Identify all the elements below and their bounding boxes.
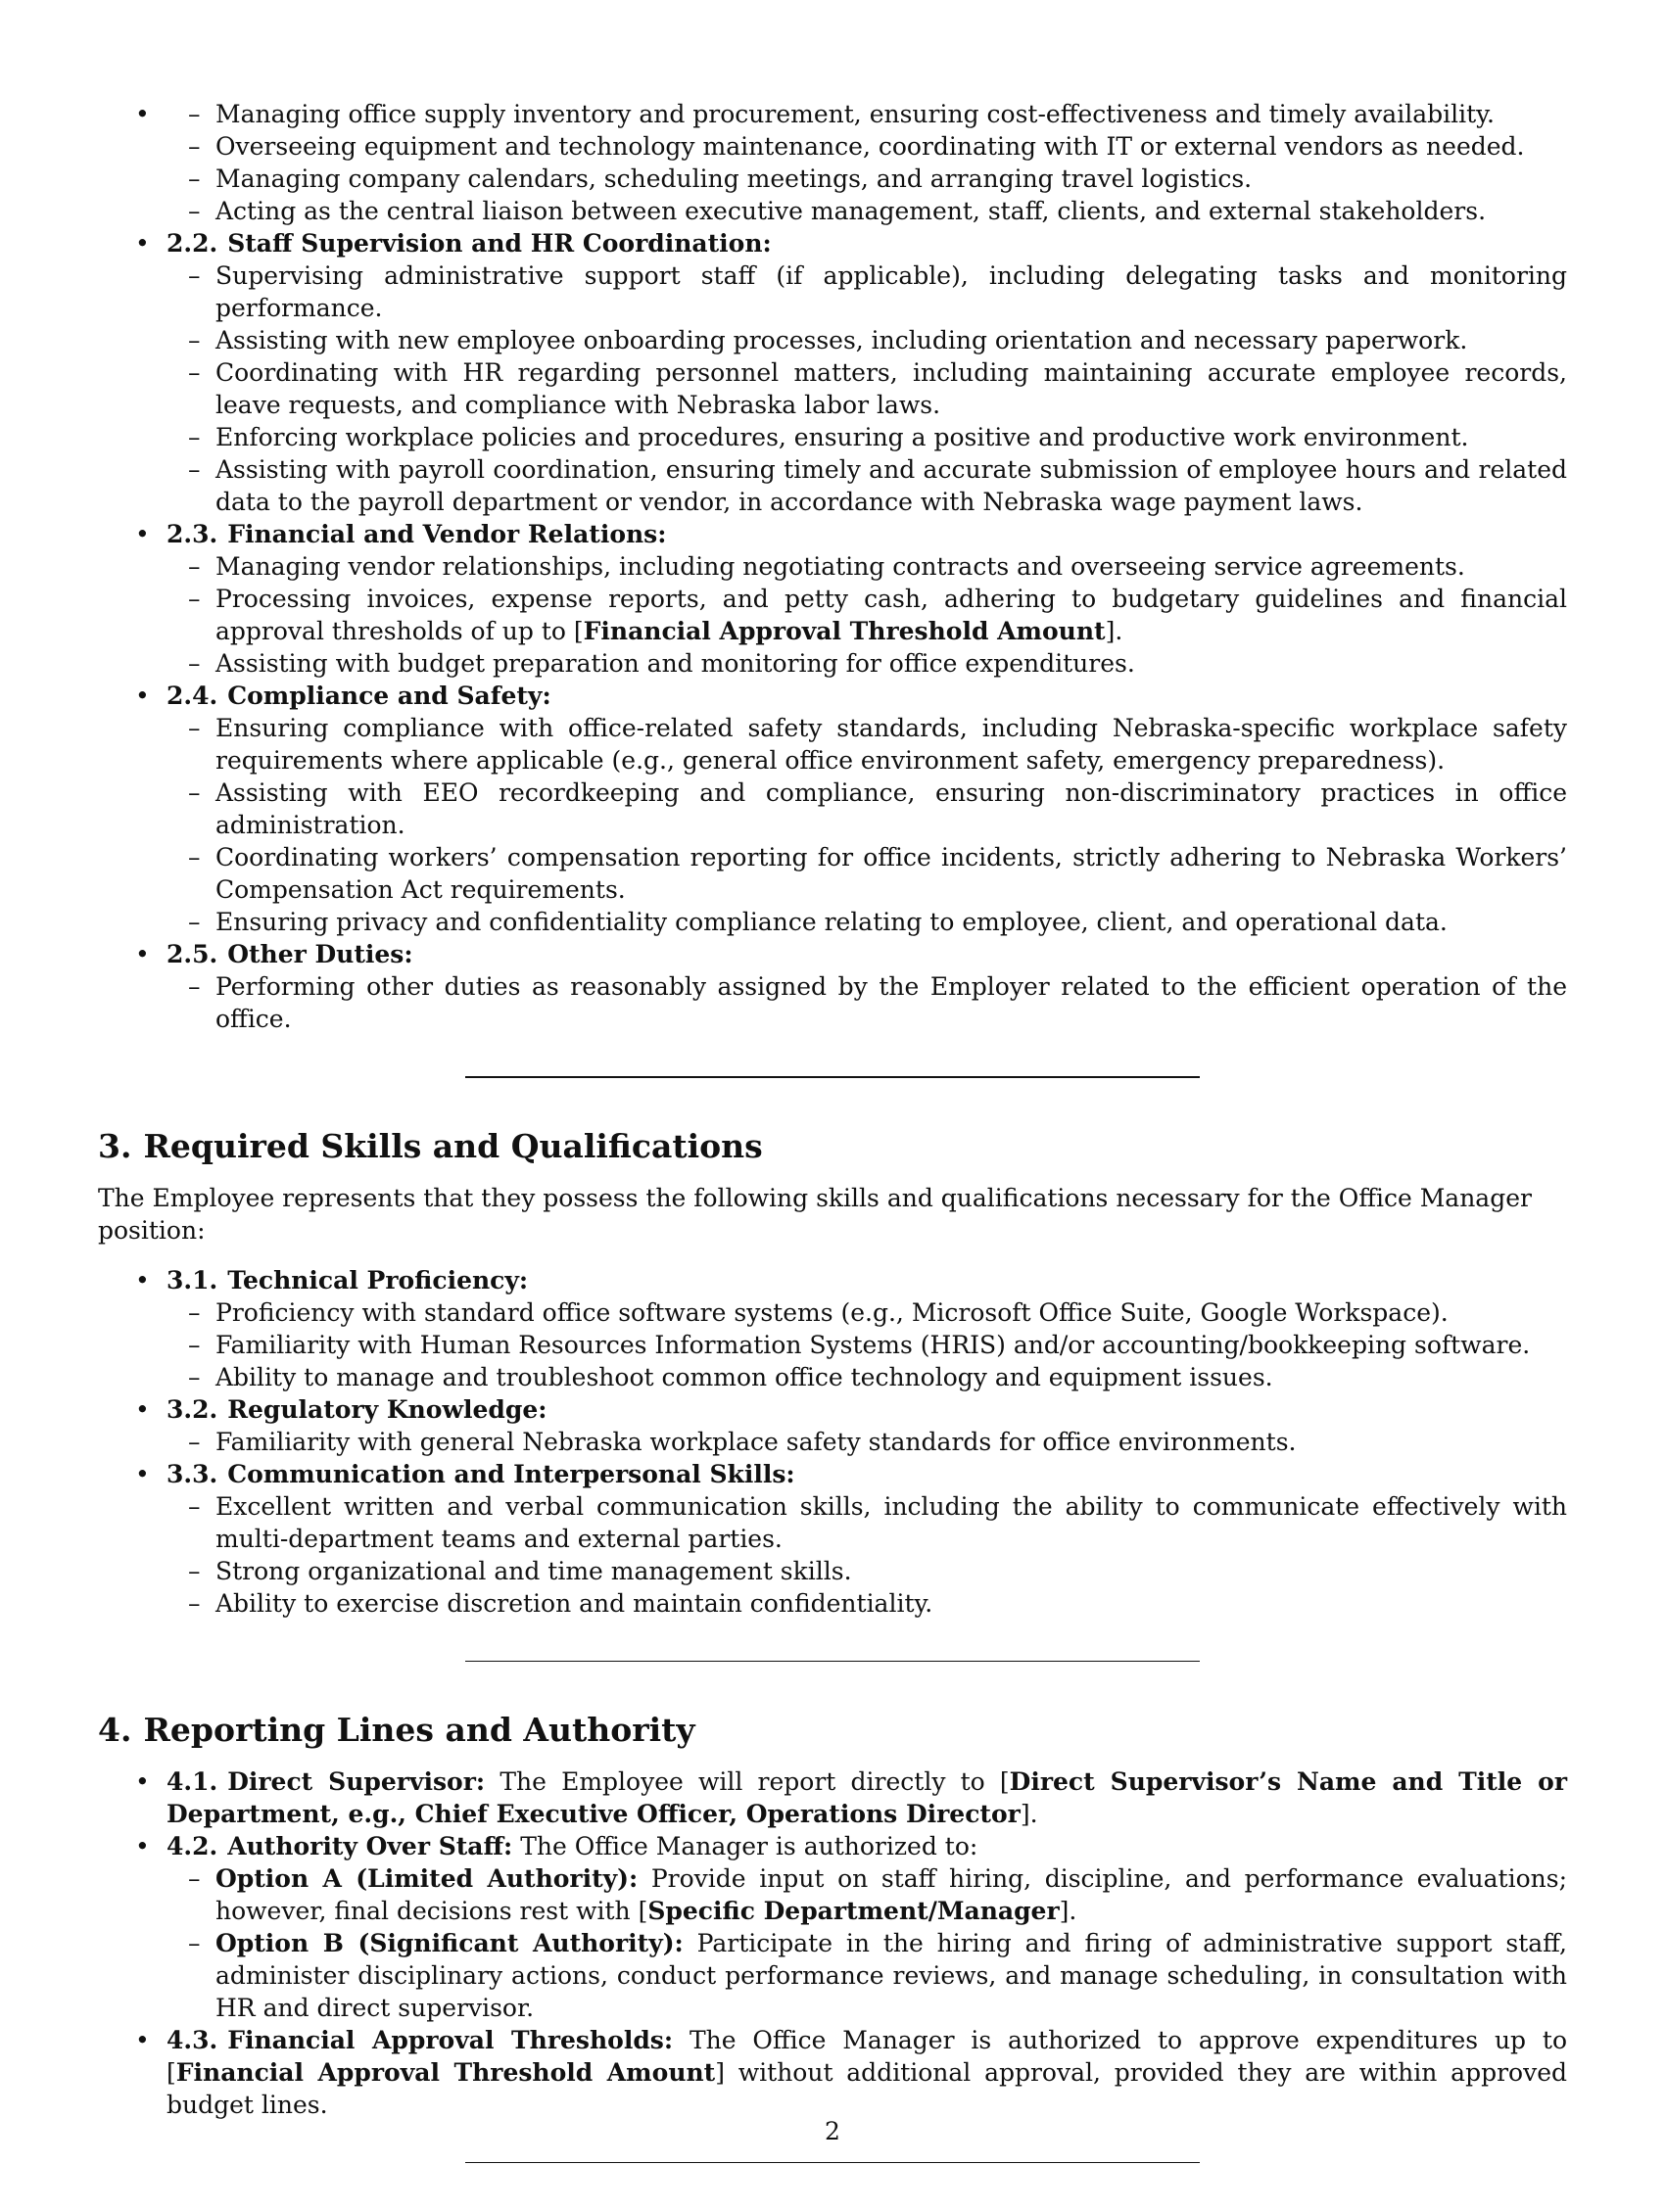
document-page	[98, 98, 1567, 2212]
subsection-3-1-items	[166, 1296, 1567, 1393]
subsection-4-2	[98, 1830, 1567, 2024]
section-2-1-continuation	[98, 98, 1567, 227]
subsection-number: 4.2.	[166, 1832, 218, 1860]
section-3-list	[98, 1264, 1567, 1620]
section-divider	[465, 1661, 1200, 1662]
list-item: – Assisting with payroll coordination, ensuring timely and accurate submission of employee hours and related data to the payroll department or vendor, in accordance with Nebraska wage payment laws.	[157, 453, 1567, 518]
list-item: – Performing other duties as reasonably assigned by the Employer related to the efficient operation of the office.	[157, 970, 1567, 1035]
subsection-number: 3.3.	[166, 1460, 218, 1488]
subsection-title: Authority Over Staff:	[227, 1832, 513, 1860]
section-divider	[465, 1076, 1200, 1078]
subsection-title: Direct Supervisor:	[227, 1767, 486, 1796]
section-4-list	[98, 1765, 1567, 2121]
item-text: ] without additional approval, provided they are within approved budget lines.	[166, 2058, 1567, 2119]
item-text: Provide input on staff hiring, discipline, and performance evaluations; however, final decisions rest with [	[215, 1864, 1567, 1925]
list-item: – Supervising administrative support staff (if applicable), including delegating tasks and monitoring performance.	[157, 259, 1567, 324]
item-text: The Employee will report directly to [	[500, 1767, 1010, 1796]
list-item: – Familiarity with Human Resources Information Systems (HRIS) and/or accounting/bookkeeping software.	[157, 1329, 1567, 1361]
list-item: – Overseeing equipment and technology maintenance, coordinating with IT or external vendors as needed.	[157, 130, 1567, 163]
subsection-title: Regulatory Knowledge:	[227, 1395, 547, 1424]
subsection-title: Financial and Vendor Relations:	[227, 520, 667, 548]
list-item: – Excellent written and verbal communication skills, including the ability to communicate effectively with multi-department teams and external parties.	[157, 1490, 1567, 1555]
subsection-4-2-options	[166, 1862, 1567, 2024]
list-item: – Proficiency with standard office software systems (e.g., Microsoft Office Suite, Google Workspace).	[157, 1296, 1567, 1329]
list-item: – • Managing office supply inventory and procurement, ensuring cost-effectiveness and timely availability.	[157, 98, 1567, 130]
list-item: – Managing company calendars, scheduling meetings, and arranging travel logistics.	[157, 163, 1567, 195]
section-divider	[465, 2162, 1200, 2163]
subsection-number: 2.3.	[166, 520, 218, 548]
section-number: 3.	[98, 1127, 132, 1165]
subsection-number: 2.5.	[166, 940, 218, 968]
placeholder-text: Financial Approval Threshold Amount	[175, 2058, 716, 2087]
list-item: – Coordinating with HR regarding personnel matters, including maintaining accurate employee records, leave requests, and compliance with Nebraska labor laws.	[157, 356, 1567, 421]
section-3-heading	[98, 1127, 1567, 1166]
option-a	[157, 1862, 1567, 1927]
list-item: – Assisting with new employee onboarding processes, including orientation and necessary paperwork.	[157, 324, 1567, 356]
list-item: – Strong organizational and time management skills.	[157, 1555, 1567, 1587]
item-text: ].	[1020, 1800, 1038, 1828]
list-item: – Familiarity with general Nebraska workplace safety standards for office environments.	[157, 1426, 1567, 1458]
list-item: – Ability to manage and troubleshoot common office technology and equipment issues.	[157, 1361, 1567, 1393]
subsection-4-1	[98, 1765, 1567, 1830]
item-text: The Office Manager is authorized to:	[520, 1832, 978, 1860]
item-text: Participate in the hiring and firing of administrative support staff, administer disciplinary actions, conduct performance reviews, and manage scheduling, in consultation with HR and direct supervisor.	[215, 1929, 1567, 2022]
subsection-4-3	[98, 2024, 1567, 2121]
section-3-intro: The Employee represents that they possess the following skills and qualifications necessary for the Office Manager position:	[98, 1184, 1532, 1245]
subsection-2-4-items	[166, 712, 1567, 938]
option-title: Option B (Significant Authority):	[215, 1929, 684, 1957]
section-title: Reporting Lines and Authority	[143, 1711, 695, 1749]
subsection-number: 3.1.	[166, 1266, 218, 1294]
list-item: – Assisting with EEO recordkeeping and compliance, ensuring non-discriminatory practices in office administration.	[157, 777, 1567, 841]
list-item: – Enforcing workplace policies and procedures, ensuring a positive and productive work environment.	[157, 421, 1567, 453]
placeholder-text: Financial Approval Threshold Amount	[583, 617, 1106, 645]
subsection-number: 4.3.	[166, 2026, 218, 2054]
subsection-number: 2.2.	[166, 229, 218, 258]
subsection-3-2-items	[166, 1426, 1567, 1458]
subsection-title: Staff Supervision and HR Coordination:	[227, 229, 772, 258]
list-item	[157, 583, 1567, 647]
list-item: – Acting as the central liaison between executive management, staff, clients, and external stakeholders.	[157, 195, 1567, 227]
section-title: Required Skills and Qualifications	[143, 1127, 763, 1165]
subsection-number: 3.2.	[166, 1395, 218, 1424]
section-4-heading	[98, 1711, 1567, 1750]
subsection-number: 2.4.	[166, 682, 218, 710]
item-text: ].	[1105, 617, 1123, 645]
option-b	[157, 1927, 1567, 2024]
item-text: Processing invoices, expense reports, and petty cash, adhering to budgetary guidelines and financial approval thresholds of up to [	[215, 585, 1567, 645]
list-item: – Ability to exercise discretion and maintain confidentiality.	[157, 1587, 1567, 1620]
subsection-2-5-items	[166, 970, 1567, 1035]
placeholder-text: Direct Supervisor’s Name and Title or Department, e.g., Chief Executive Officer, Operations Director	[166, 1767, 1567, 1828]
list-item: – Assisting with budget preparation and monitoring for office expenditures.	[157, 647, 1567, 680]
subsection-2-3	[98, 518, 1567, 680]
list-item: – Coordinating workers’ compensation reporting for office incidents, strictly adhering to Nebraska Workers’ Compensation Act requirements.	[157, 841, 1567, 906]
subsection-number: 4.1.	[166, 1767, 218, 1796]
subsection-3-3-items	[166, 1490, 1567, 1620]
subsection-3-2	[98, 1393, 1567, 1458]
subsection-2-5	[98, 938, 1567, 1035]
subsection-title: Other Duties:	[227, 940, 413, 968]
subsection-2-3-items	[166, 550, 1567, 680]
item-text: The Office Manager is authorized to approve expenditures up to [	[166, 2026, 1567, 2087]
section-2-1-items	[166, 98, 1567, 227]
subsection-title: Compliance and Safety:	[227, 682, 551, 710]
page-number: 2	[825, 2117, 840, 2145]
subsection-3-3	[98, 1458, 1567, 1620]
subsection-3-1	[98, 1264, 1567, 1393]
subsection-2-2	[98, 227, 1567, 518]
item-text: ].	[1059, 1897, 1077, 1925]
subsection-2-2-items	[166, 259, 1567, 518]
section-number: 4.	[98, 1711, 132, 1749]
option-title: Option A (Limited Authority):	[215, 1864, 639, 1893]
list-item: – Managing vendor relationships, including negotiating contracts and overseeing service agreements.	[157, 550, 1567, 583]
list-item: – Ensuring privacy and confidentiality compliance relating to employee, client, and operational data.	[157, 906, 1567, 938]
subsection-title: Financial Approval Thresholds:	[227, 2026, 674, 2054]
subsection-title: Communication and Interpersonal Skills:	[227, 1460, 795, 1488]
section-2-list	[98, 98, 1567, 1035]
placeholder-text: Specific Department/Manager	[647, 1897, 1060, 1925]
subsection-2-4	[98, 680, 1567, 938]
list-item: – Ensuring compliance with office-related safety standards, including Nebraska-specific workplace safety requirements where applicable (e.g., general office environment safety, emergency preparedness).	[157, 712, 1567, 777]
subsection-title: Technical Proficiency:	[227, 1266, 529, 1294]
